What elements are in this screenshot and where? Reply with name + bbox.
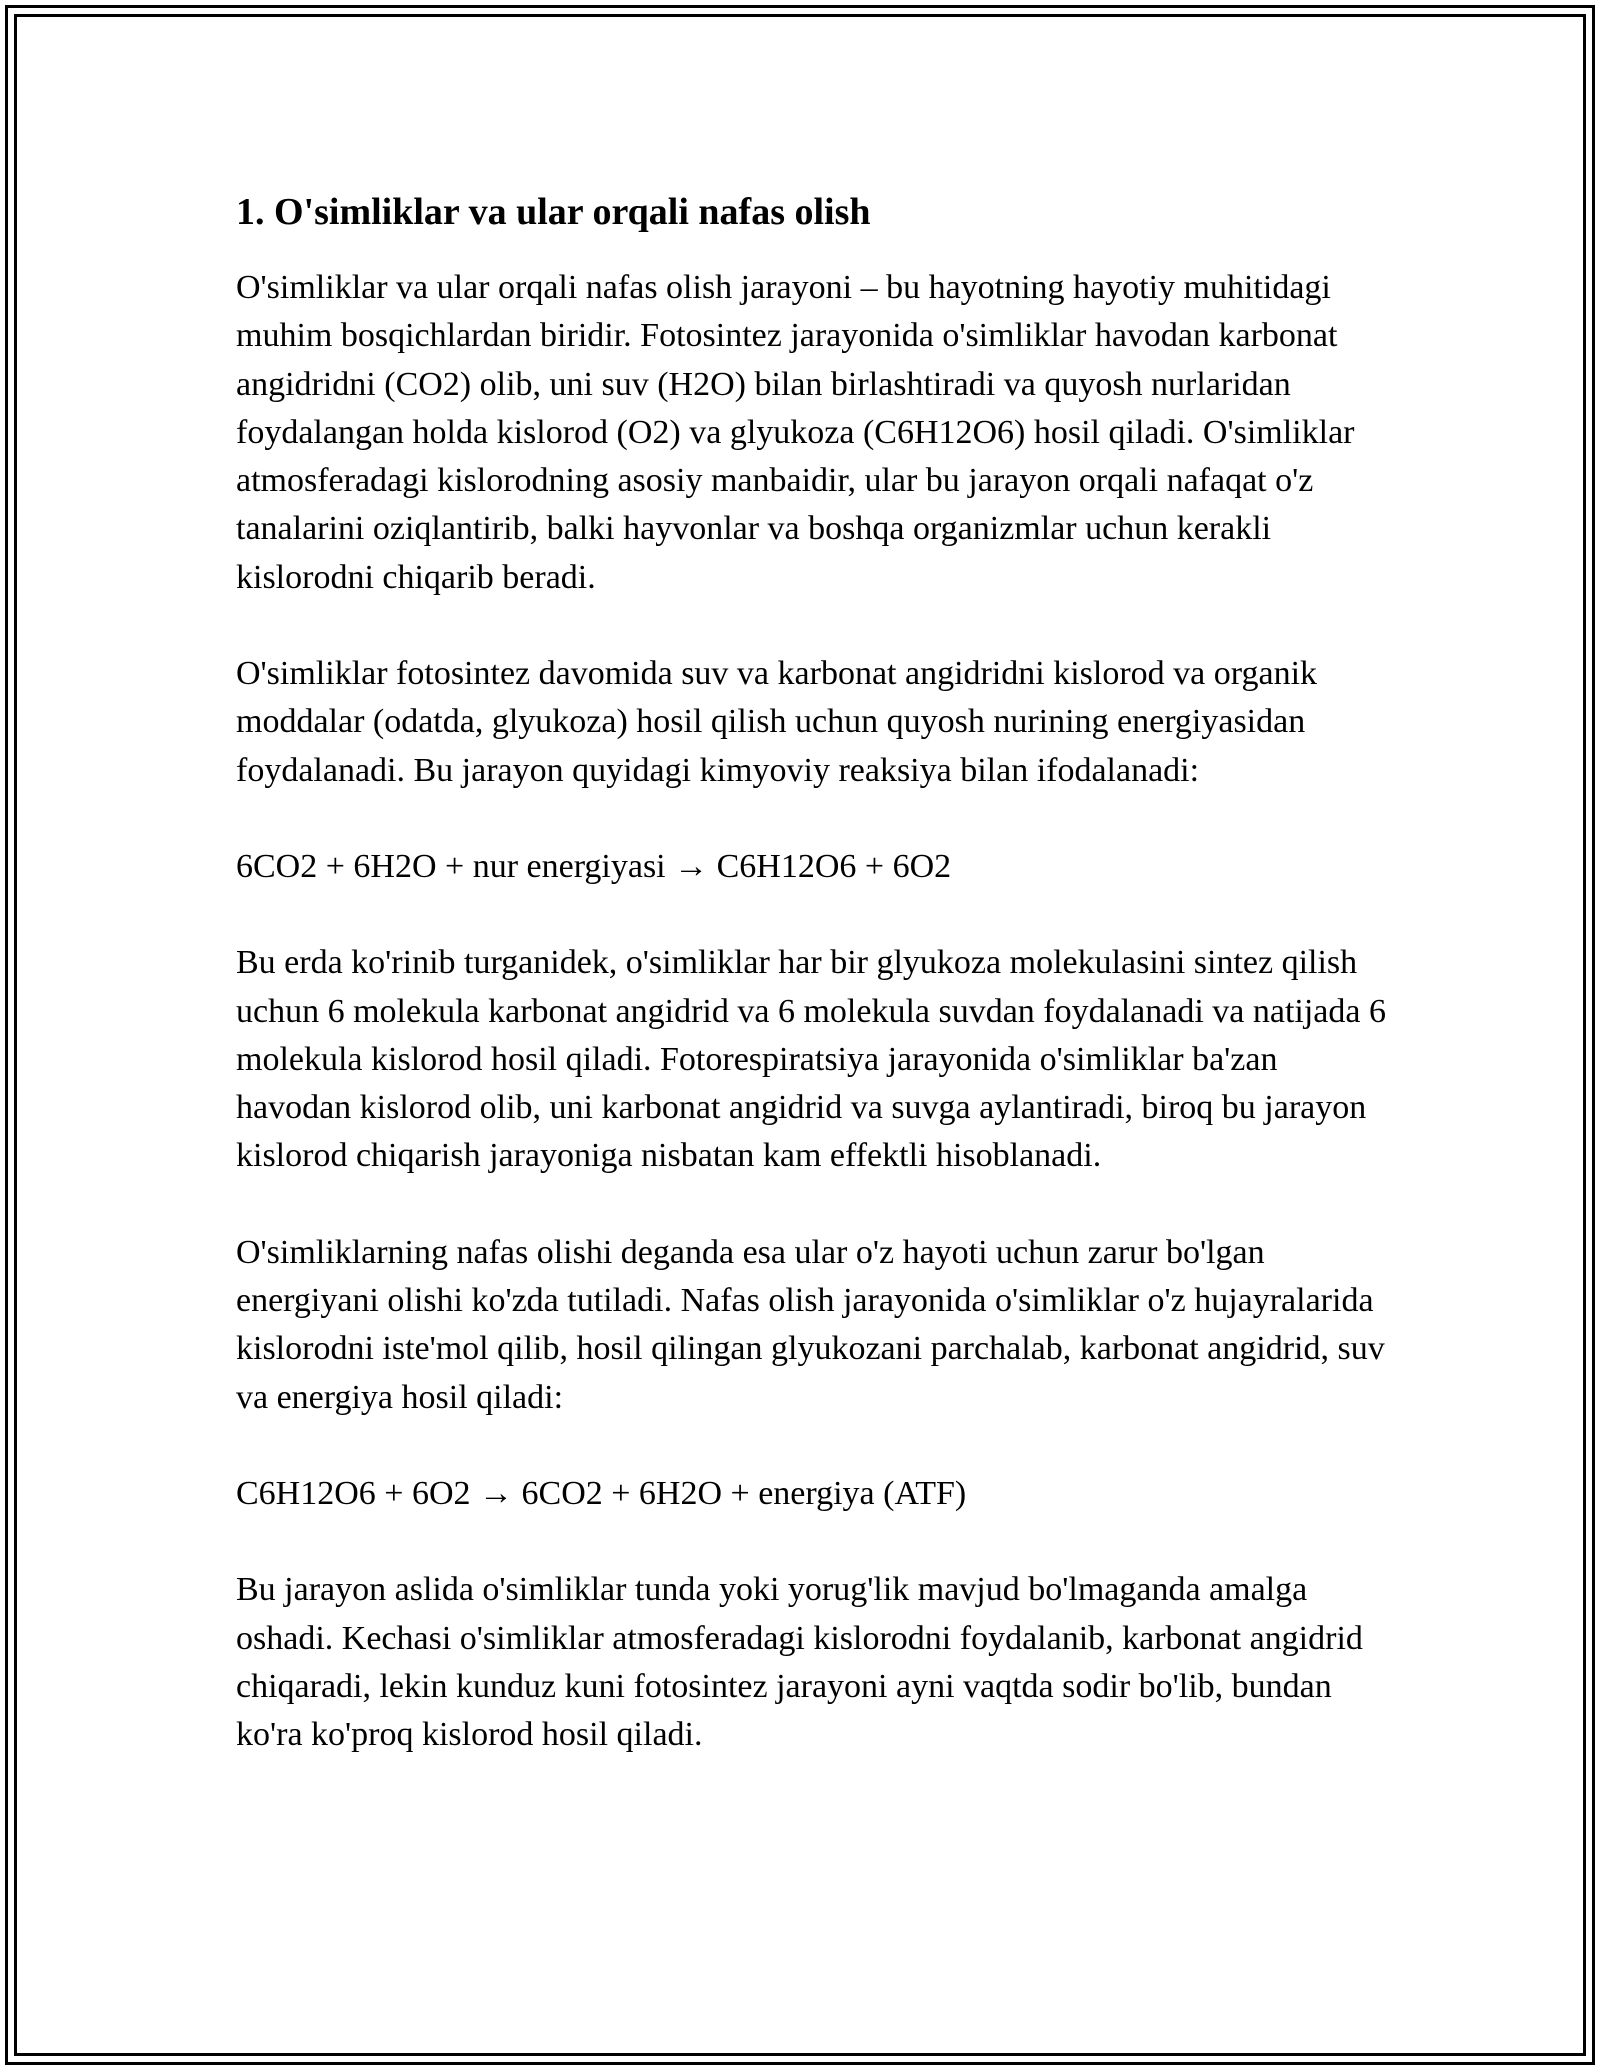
- paragraph-conclusion: Bu jarayon aslida o'simliklar tunda yoki yorug'lik mavjud bo'lmaganda amalga oshadi. Kechasi o'simliklar atmosferadagi kislorodni foydalanib, karbonat angidrid chiqaradi, lekin kunduz kuni fotosintez jarayoni ayni vaqtda sodir bo'lib, bundan ko'ra ko'proq kislorod hosil qiladi.: [236, 1571, 1363, 1754]
- paragraph-explanation: Bu erda ko'rinib turganidek, o'simliklar har bir glyukoza molekulasini sintez qilish uchun 6 molekula karbonat angidrid va 6 molekula suvdan foydalanadi va natijada 6 molekula kislorod hosil qiladi. Fotorespiratsiya jarayonida o'simliklar ba'zan havodan kislorod olib, uni karbonat angidrid va suvga aylantiradi, biroq bu jarayon kislorod chiqarish jarayoniga nisbatan kam effektli hisoblanadi.: [236, 944, 1386, 1175]
- document-body: [236, 186, 1386, 1807]
- equation-photosynthesis: 6CO2 + 6H2O + nur energiyasi → C6H12O6 + 6O2: [236, 847, 952, 885]
- section-heading: 1. O'simliklar va ular orqali nafas olish: [236, 191, 871, 233]
- paragraph-photosynthesis: O'simliklar fotosintez davomida suv va karbonat angidridni kislorod va organik moddalar (odatda, glyukoza) hosil qilish uchun quyosh nurining energiyasidan foydalanadi. Bu jarayon quyidagi kimyoviy reaksiya bilan ifodalanadi:: [236, 655, 1318, 789]
- paragraph-intro: O'simliklar va ular orqali nafas olish jarayoni – bu hayotning hayotiy muhitidagi muhim bosqichlardan biridir. Fotosintez jarayonida o'simliklar havodan karbonat angidridni (CO2) olib, uni suv (H2O) bilan birlashtiradi va quyosh nurlaridan foydalangan holda kislorod (O2) va glyukoza (C6H12O6) hosil qiladi. O'simliklar atmosferadagi kislorodning asosiy manbaidir, ular bu jarayon orqali nafaqat o'z tanalarini oziqlantirib, balki hayvonlar va boshqa organizmlar uchun kerakli kislorodni chiqarib beradi.: [236, 269, 1355, 596]
- equation-respiration: C6H12O6 + 6O2 → 6CO2 + 6H2O + energiya (ATF): [236, 1474, 967, 1512]
- paragraph-respiration: O'simliklarning nafas olishi deganda esa ular o'z hayoti uchun zarur bo'lgan energiyani olishi ko'zda tutiladi. Nafas olish jarayonida o'simliklar o'z hujayralarida kislorodni iste'mol qilib, hosil qilingan glyukozani parchalab, karbonat angidrid, suv va energiya hosil qiladi:: [236, 1233, 1385, 1416]
